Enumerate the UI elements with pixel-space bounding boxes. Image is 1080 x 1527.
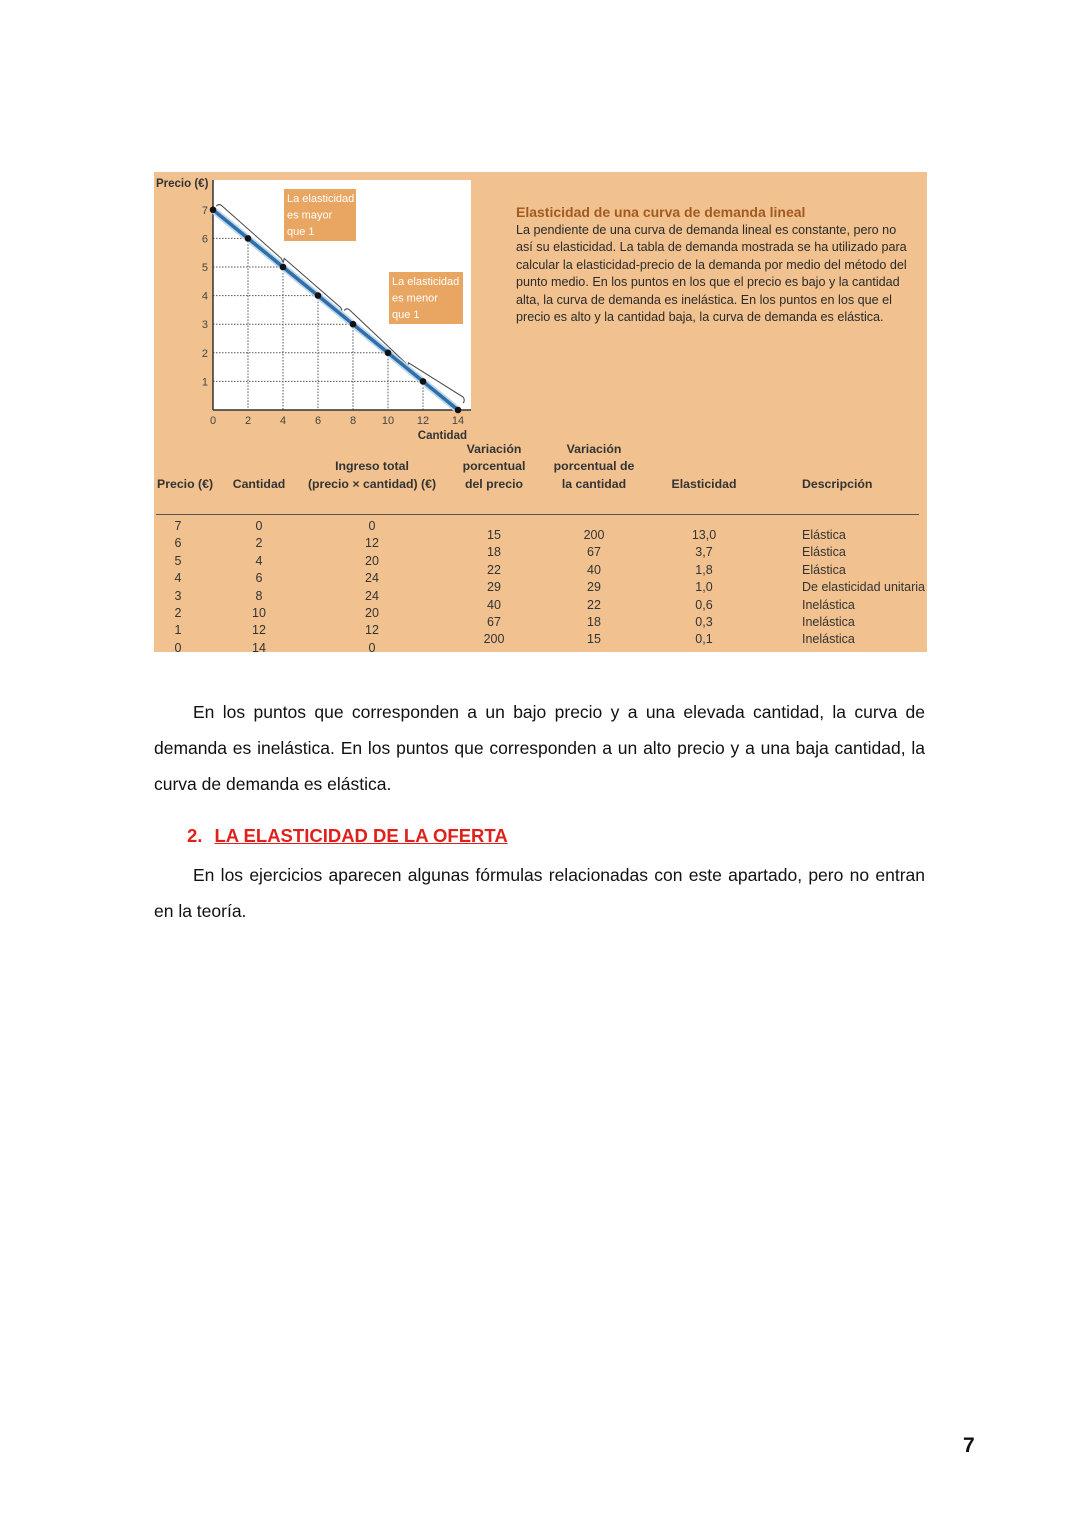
cell-elasticidad: 1,0 [695,580,713,595]
header-line: del precio [464,476,524,491]
header-line: Variación [466,441,522,456]
cell-cantidad: 14 [252,640,266,652]
y-tick-label: 3 [201,319,208,332]
cell-descripcion: Inelástica [802,597,855,612]
header-line: Descripción [802,476,873,491]
section-number: 2. [187,825,203,846]
section-title: LA ELASTICIDAD DE LA OFERTA [214,825,508,846]
x-tick-label: 0 [209,415,217,427]
cell-elasticidad: 1,8 [695,562,713,577]
cell-descripcion: Elástica [802,562,846,577]
cell-precio: 6 [174,536,182,551]
x-tick-label: 10 [381,415,395,427]
header-line: Cantidad [232,476,286,491]
x-tick-label: 14 [451,415,465,427]
cell-cantidad: 10 [252,606,266,620]
cell-var-cantidad: 200 [583,528,605,542]
cell-elasticidad: 0,3 [695,615,713,629]
cell-precio: 7 [174,519,182,533]
x-tick-label: 8 [349,415,357,427]
callout-text: La elasticidad [287,193,355,205]
cell-descripcion: Elástica [802,545,846,560]
paragraph-demand: En los puntos que corresponden a un bajo precio y a una elevada cantidad, la curva de demanda es inelástica. En los puntos que corresponden a un alto precio y a una baja cantidad, la curva de demanda es elástica. [154,702,925,794]
column-header-descripcion [802,476,872,494]
cell-ingreso: 24 [365,588,379,603]
header-line: Ingreso total [335,459,409,473]
header-line: Elasticidad [671,476,737,491]
callout-text: La elasticidad [392,276,460,288]
x-tick-label: 12 [416,415,430,427]
callout-text: que 1 [392,309,420,321]
cell-cantidad: 4 [255,553,263,568]
page-number: 7 [963,1434,975,1457]
cell-ingreso: 0 [368,519,376,533]
y-tick-label: 2 [201,347,208,360]
cell-cantidad: 8 [255,588,263,603]
cell-precio: 0 [174,640,182,652]
x-tick-label: 2 [244,415,252,427]
cell-cantidad: 0 [255,519,263,533]
demand-elasticity-figure [154,172,927,652]
cell-descripcion: Inelástica [802,615,855,629]
figure-title: Elasticidad de una curva de demanda lineal [516,204,806,220]
header-line: porcentual [462,459,526,473]
cell-elasticidad: 3,7 [695,545,713,560]
cell-precio: 3 [174,588,182,603]
cell-ingreso: 12 [365,623,379,638]
cell-var-precio: 18 [487,545,501,560]
cell-cantidad: 12 [252,623,266,638]
cell-var-precio: 22 [487,562,501,577]
cell-var-precio: 200 [483,632,505,647]
cell-descripcion: Elástica [802,528,846,542]
callout-text: es mayor [287,209,333,222]
x-tick-label: 4 [279,415,287,427]
cell-elasticidad: 13,0 [691,528,717,542]
cell-var-cantidad: 18 [587,615,601,629]
callout-text: que 1 [287,226,315,238]
y-axis-label: Precio (€) [156,178,209,190]
header-line: (precio × cantidad) (€) [307,476,437,491]
cell-precio: 5 [174,553,182,568]
cell-elasticidad: 0,1 [695,632,713,647]
paragraph-oferta: En los ejercicios aparecen algunas fórmulas relacionadas con este apartado, pero no entran en la teoría. [154,865,925,921]
cell-var-precio: 15 [487,528,501,542]
header-line: Precio (€) [157,476,214,491]
column-header-elasticidad [624,476,784,494]
cell-var-precio: 29 [487,580,501,595]
y-tick-label: 5 [201,262,208,274]
cell-var-precio: 67 [487,615,501,629]
table-divider [156,514,919,515]
cell-elasticidad: 0,6 [695,597,713,612]
cell-cantidad: 6 [255,571,263,586]
cell-var-cantidad: 67 [587,545,601,560]
cell-var-precio: 40 [487,597,501,612]
cell-precio: 4 [174,571,182,586]
cell-cantidad: 2 [255,536,263,551]
cell-var-cantidad: 15 [587,632,601,647]
x-tick-label: 6 [314,415,322,427]
cell-var-cantidad: 29 [587,580,601,595]
cell-descripcion: De elasticidad unitaria [802,580,925,595]
y-tick-label: 6 [201,233,208,246]
cell-ingreso: 12 [365,536,379,551]
section-heading [187,825,508,847]
cell-ingreso: 0 [368,640,376,652]
cell-descripcion: Inelástica [802,632,855,647]
header-line: la cantidad [561,476,627,491]
cell-var-cantidad: 40 [587,562,601,577]
y-tick-label: 1 [201,376,208,389]
cell-precio: 1 [174,623,182,638]
cell-precio: 2 [174,606,182,620]
callout-text: es menor [392,292,438,305]
cell-var-cantidad: 22 [587,597,601,612]
header-line: Variación [566,441,622,456]
cell-ingreso: 20 [365,553,379,568]
cell-ingreso: 24 [365,571,379,586]
figure-description: La pendiente de una curva de demanda lineal es constante, pero no así su elasticidad. La tabla de demanda mostrada se ha utilizado para calcular la elasticidad-precio de la demanda por medio del método del punto medio. En los puntos en los que el precio es bajo y la cantidad alta, la curva de demanda es inelástica. En los puntos en los que el precio es alto y la cantidad baja, la curva de demanda es elástica. [516,222,907,324]
x-axis-label: Cantidad [417,430,467,442]
y-tick-label: 4 [201,290,208,303]
cell-ingreso: 20 [365,606,379,620]
y-tick-label: 7 [201,204,208,217]
demand-table [154,172,927,652]
header-line: porcentual de [553,459,635,473]
